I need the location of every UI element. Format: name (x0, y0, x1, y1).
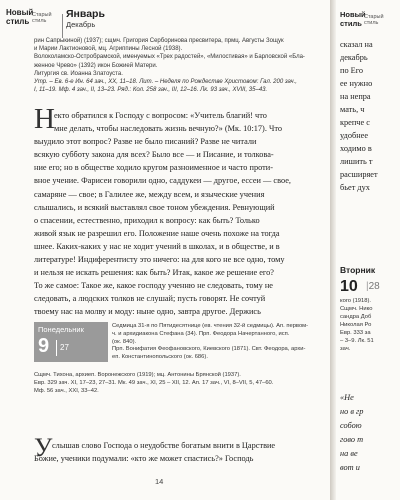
text-line: вот и (340, 463, 360, 472)
text-line: шнее. Каких-каких у нас не ходит учений в школах, и в обществе, и в (34, 241, 280, 251)
text-line: мать, ч (340, 105, 365, 114)
text-line: ее нужно (340, 79, 373, 88)
text-line: гово т (340, 435, 364, 444)
text-line: о спасении, естественно, приходил к вопросу: как быть? Только (34, 215, 260, 225)
readings-line: Мф. 56 зач., XXI, 33–42. (34, 387, 99, 394)
old-style-day: |28 (366, 281, 380, 292)
text-line: но в гр (340, 407, 364, 416)
day-block (34, 322, 108, 362)
commemoration-line: ч. и архидиакона Стефана (34). Прп. Феодора Начертанного, исп. (112, 330, 290, 337)
commemoration-line: Седмица 31-я по Пятидесятнице (ев. чтения 32-й седмицы). Ап. первом- (112, 323, 309, 329)
readings-line: Утр. – Ев. 6-е Ин. 64 зач., XX, 11–18. Лит. – Неделя по Рождестве Христовом: Гал. 200 зач., (34, 79, 297, 86)
text-line: «Не (340, 393, 354, 402)
old-style-day: 27 (60, 343, 69, 352)
new-style-label (340, 10, 366, 28)
text-line: удобнее (340, 131, 369, 140)
saints-line: и Марии Лактионовой, мц. Агриппины Лесной (1938). (34, 46, 183, 53)
month-subtitle: Декабрь (66, 20, 96, 29)
drop-cap: У (34, 433, 53, 462)
text-line: лишить т (340, 157, 373, 166)
text-line: на ве (340, 449, 358, 458)
second-text (34, 433, 322, 465)
old-style-label (364, 14, 384, 26)
readings-line: I, 11–19. Мф. 4 зач., II, 13–23. Ряд.: Кол. 258 зач., III, 12–16. Лк. 93 зач., XVIII, 35–43. (34, 87, 268, 94)
readings-line: Сщмч. Тихона, архиеп. Воронежского (1919); мц. Антонины Брянской (1937). (34, 372, 241, 378)
text-line: сказал на (340, 40, 373, 49)
text-line: твоему нас на молву и моду: ныне одно, завтра другое. Держись (34, 307, 261, 317)
old-style-label (32, 12, 52, 24)
commemoration-line: Прп. Вонифатия Феофановского, Киевского (1871). Свт. Феодора, архи- (112, 346, 306, 353)
old-style-line1: Старый (32, 12, 52, 18)
weekday-label: Понедельник (38, 325, 84, 334)
saints-line: женное Чрево» (1392) икон Божией Матери. (34, 62, 158, 69)
weekday-label: Вторник (340, 265, 376, 275)
old-style-line2: стиль (32, 18, 47, 24)
text-line: собою (340, 421, 362, 430)
right-commemorations (340, 297, 400, 353)
liturgy-line: Литургия св. Иоанна Златоуста. (34, 70, 123, 77)
text-line: всякую субботу закона для всех? Было все — и Писание, и толкова- (34, 150, 274, 160)
text-line: ние его; но в обществе ходило кругом разноименное и часто проти- (34, 163, 273, 173)
commemoration-line: – 3–9. Лк. 51 (340, 338, 374, 344)
text-line: выудило этот вопрос? Разве не было писаний? Разве не читали (34, 137, 257, 147)
text-line: екто обратился к Господу с вопросом: «Учитель благий! что (54, 111, 267, 120)
commemoration-line: Сщмч. Нико (340, 306, 373, 312)
text-line: слышав слово Господа о неудобстве богатым внити в Царствие (52, 441, 276, 450)
month-title: Январь (66, 8, 105, 20)
text-line: расширяет (340, 170, 378, 179)
text-line: ходимо в (340, 144, 372, 153)
saints-list (34, 37, 322, 94)
drop-cap: Н (34, 103, 55, 135)
text-line: литературе! Индиферентисту это ничего: на для кого не все одно, тому (34, 255, 285, 265)
text-line: вное учение. Фарисеи говорили одно, саддукеи — другое, ессеи — свое, (34, 176, 291, 186)
header-divider (62, 14, 63, 38)
text-line: самаряне — свое; в Галилее же, между всем, и языческие учения (34, 189, 265, 199)
page-number: 14 (155, 477, 164, 486)
text-line: бьет дух (340, 183, 370, 192)
day-number: 10 (340, 278, 358, 295)
commemoration-line: Евр. 333 за (340, 330, 371, 336)
text-line: по Его (340, 66, 364, 75)
page-header (6, 8, 324, 34)
day-readings (34, 372, 324, 395)
text-line: на непра (340, 92, 371, 101)
commemoration-line: сандра Доб (340, 314, 372, 320)
main-text (34, 109, 322, 319)
text-line: крепче с (340, 118, 370, 127)
text-line: декабрь (340, 53, 368, 62)
new-style-label (6, 8, 33, 26)
right-day-block (340, 265, 380, 295)
new-style-line1: Новый (6, 8, 34, 17)
text-line: То же самое: Такое же, какое господу ученню не следовать, тому не (34, 281, 273, 291)
commemoration-line: кого (1918). (340, 298, 372, 304)
readings-line: Евр. 329 зач. XI, 17–23, 27–31. Мк. 49 зач., XI, 25 – XII, 12. Ап. 17 зач., VI, 8–VII, 5, 47–60. (34, 379, 274, 386)
text-line: живой язык не разрешил его. Положение наше очень похоже на тогда (34, 228, 280, 238)
old-style-line2: стиль (364, 20, 379, 26)
right-text (340, 38, 400, 194)
text-line: слышались, и всякий выставлял свое тоном убеждения. Ревнующий (34, 202, 275, 212)
commemoration-line: еп. Константинопольского (ок. 686). (112, 354, 208, 361)
saints-line: Волоколамско-Остробрамской, именуемых «Трех радостей», «Милостивая» и Барловской «Бла- (34, 54, 305, 61)
old-style-day-number: 28 (368, 281, 380, 292)
commemoration-line: Николая Ро (340, 322, 372, 328)
text-line: и нельзя не искать решения: как быть? Итак, какое же решение его? (34, 268, 274, 278)
text-line: мне делать, чтобы наследовать жизнь вечную?» (Мк. 10:17). Что (54, 124, 283, 134)
saints-line: рин Сапрыкиной) (1937); сщмч. Григория Серборинова пресвитера, прмц. Августы Зощук (34, 38, 284, 44)
new-style-line2: стиль (340, 19, 362, 28)
commemoration-line: (ок. 840). (112, 338, 137, 345)
old-style-line1: Старый (364, 14, 384, 20)
commemoration-line: зач. (340, 346, 351, 352)
new-style-line2: стиль (6, 17, 30, 26)
new-style-line1: Новый (340, 10, 366, 19)
text-line: следовать, а людских толков не слушай; пусть говорят. Не сочтуй (34, 294, 266, 304)
right-page (336, 0, 400, 500)
day-number: 9 (38, 335, 50, 357)
text-line: Божие, ученики подумали: «кто же может спастись?» Господь (34, 454, 254, 463)
right-italic-text (340, 391, 400, 475)
day-commemorations (112, 323, 324, 362)
day-separator (56, 340, 57, 356)
